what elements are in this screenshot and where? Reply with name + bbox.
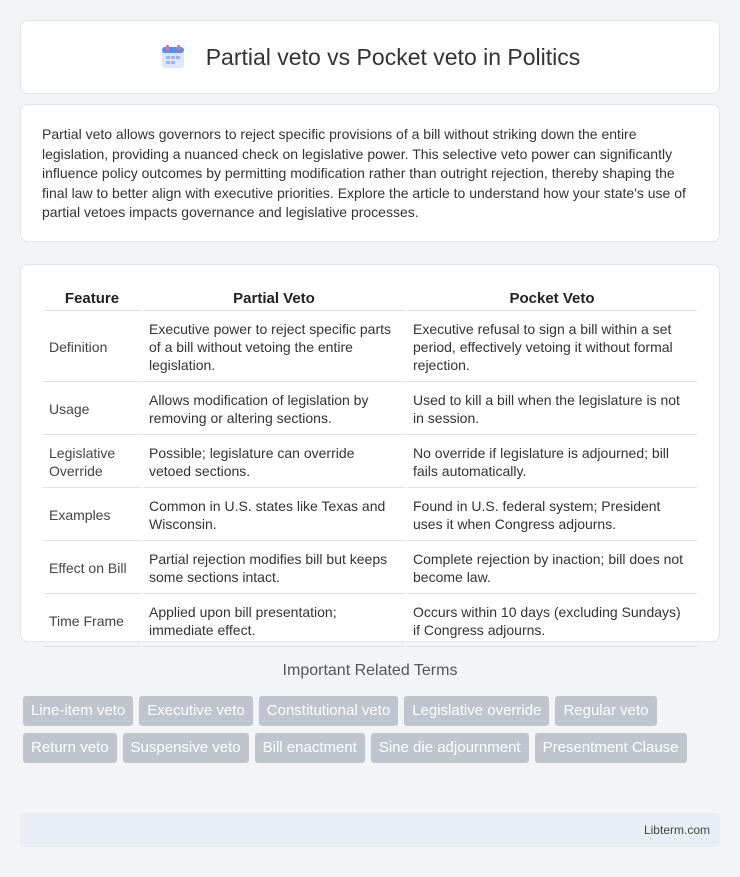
partial-veto-cell: Applied upon bill presentation; immediate effect. bbox=[143, 596, 405, 647]
partial-veto-cell: Common in U.S. states like Texas and Wisconsin. bbox=[143, 490, 405, 541]
related-term-tag[interactable]: Return veto bbox=[23, 733, 117, 763]
related-terms-title: Important Related Terms bbox=[282, 662, 458, 679]
calendar-icon bbox=[160, 44, 186, 70]
pocket-veto-cell: Executive refusal to sign a bill within a set period, effectively vetoing it without formal rejection. bbox=[407, 313, 697, 382]
page-title: Partial veto vs Pocket veto in Politics bbox=[205, 43, 581, 70]
related-term-tag[interactable]: Regular veto bbox=[555, 696, 656, 726]
related-term-tag[interactable]: Sine die adjournment bbox=[371, 733, 529, 763]
table-row bbox=[43, 490, 697, 541]
table-row bbox=[43, 384, 697, 435]
intro-text: Partial veto allows governors to reject specific provisions of a bill without striking down the entire legislation, providing a nuanced check on legislative power. This selective veto power can significantly influence policy outcomes by permitting modification rather than outright rejection, thereby shaping the final law to better align with executive priorities. Explore the article to understand how your state's use of partial vetoes impacts governance and legislative processes. bbox=[42, 126, 686, 221]
table-row bbox=[43, 313, 697, 382]
comparison-card bbox=[20, 264, 720, 642]
related-term-tag[interactable]: Executive veto bbox=[139, 696, 253, 726]
related-term-tag[interactable]: Presentment Clause bbox=[535, 733, 687, 763]
partial-veto-cell: Allows modification of legislation by removing or altering sections. bbox=[143, 384, 405, 435]
footer-brand-link[interactable]: Libterm.com bbox=[643, 823, 710, 837]
related-term-tag[interactable]: Line-item veto bbox=[23, 696, 133, 726]
pocket-veto-cell: No override if legislature is adjourned; bill fails automatically. bbox=[407, 437, 697, 488]
related-terms-list bbox=[23, 696, 723, 770]
table-row bbox=[43, 437, 697, 488]
pocket-veto-cell: Complete rejection by inaction; bill does not become law. bbox=[407, 543, 697, 594]
related-term-tag[interactable]: Constitutional veto bbox=[259, 696, 398, 726]
header-pocket-veto: Pocket Veto bbox=[407, 287, 697, 311]
feature-cell: Usage bbox=[43, 384, 141, 435]
footer bbox=[20, 813, 720, 847]
partial-veto-cell: Possible; legislature can override vetoed sections. bbox=[143, 437, 405, 488]
header-card bbox=[20, 20, 720, 94]
feature-cell: Time Frame bbox=[43, 596, 141, 647]
related-term-tag[interactable]: Bill enactment bbox=[255, 733, 365, 763]
table-row bbox=[43, 596, 697, 647]
table-row bbox=[43, 543, 697, 594]
partial-veto-cell: Partial rejection modifies bill but keeps some sections intact. bbox=[143, 543, 405, 594]
comparison-table bbox=[41, 285, 699, 649]
feature-cell: Examples bbox=[43, 490, 141, 541]
table-header-row bbox=[43, 287, 697, 311]
feature-cell: Definition bbox=[43, 313, 141, 382]
intro-card bbox=[20, 104, 720, 242]
feature-cell: Legislative Override bbox=[43, 437, 141, 488]
header-partial-veto: Partial Veto bbox=[143, 287, 405, 311]
feature-cell: Effect on Bill bbox=[43, 543, 141, 594]
related-term-tag[interactable]: Suspensive veto bbox=[123, 733, 249, 763]
partial-veto-cell: Executive power to reject specific parts of a bill without vetoing the entire legislation. bbox=[143, 313, 405, 382]
related-term-tag[interactable]: Legislative override bbox=[404, 696, 549, 726]
pocket-veto-cell: Used to kill a bill when the legislature is not in session. bbox=[407, 384, 697, 435]
pocket-veto-cell: Occurs within 10 days (excluding Sundays) if Congress adjourns. bbox=[407, 596, 697, 647]
pocket-veto-cell: Found in U.S. federal system; President uses it when Congress adjourns. bbox=[407, 490, 697, 541]
header-feature: Feature bbox=[43, 287, 141, 311]
